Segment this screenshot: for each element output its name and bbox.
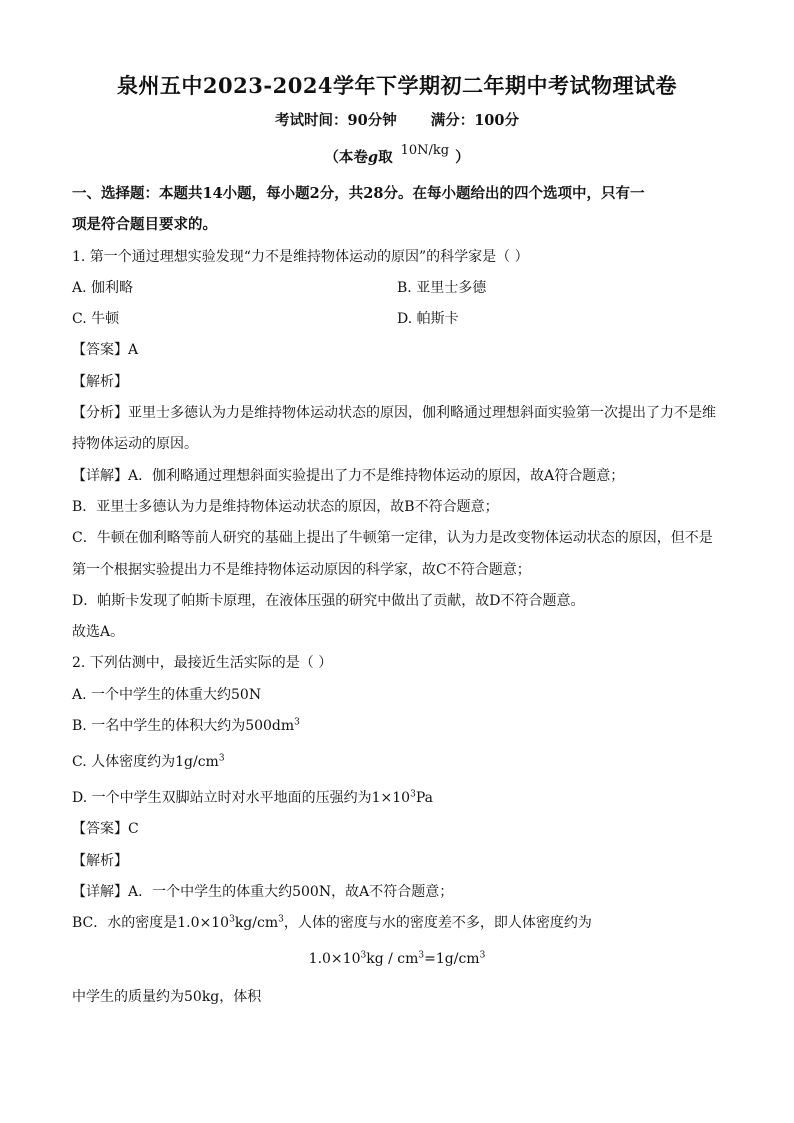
detail-text: D．帕斯卡发现了帕斯卡原理，在液体压强的研究中做出了贡献，故D不符合题意。 xyxy=(72,592,585,609)
detail-text: 第一个根据实验提出力不是维持物体运动原因的科学家，故C不符合题意； xyxy=(72,561,531,578)
option-c: C. 人体密度约为$1g/cm^3$ xyxy=(72,753,225,771)
mass-text: 中学生的质量约为50kg，体积 xyxy=(72,988,262,1005)
analysis-text: 持物体运动的原因。 xyxy=(72,436,198,453)
question-1-options-cd xyxy=(72,308,722,339)
analysis-text: 【分析】亚里士多德认为力是维持物体运动状态的原因，伽利略通过理想斜面实验第一次提出了力不是维 xyxy=(72,405,716,422)
question-1-stem: 1. 第一个通过理想实验发现“力不是维持物体运动的原因”的科学家是（ ） xyxy=(72,248,529,265)
full-score: 满分：100分 xyxy=(430,112,519,129)
option-d: D. 帕斯卡 xyxy=(397,311,459,328)
answer-label: 【答案】C xyxy=(72,821,139,838)
option-b: B. 一名中学生的体积大约为$500dm^3$ xyxy=(72,717,300,735)
exam-title: 泉州五中2023-2024学年下学期初二年期中考试物理试卷 xyxy=(116,73,678,98)
exam-info xyxy=(0,109,794,130)
answer-label: 【答案】A xyxy=(72,342,139,359)
section-heading-cont: 项是符合题目要求的。 xyxy=(72,216,217,234)
analysis-label: 【解析】 xyxy=(72,373,128,390)
detail-text: B．亚里士多德认为力是维持物体运动状态的原因，故B不符合题意； xyxy=(72,498,499,515)
detail-text: BC．水的密度是$1.0\times 10^3kg/cm^3$，人体的密度与水的密度差不多，即人体密度约为 xyxy=(72,914,592,932)
density-equation: $1.0\times 10^3kg / cm^3=1g/cm^3$ xyxy=(308,949,486,967)
question-1-options-ab xyxy=(72,277,722,308)
option-d: D. 一个中学生双脚站立时对水平地面的压强约为$1\times 10^3Pa$ xyxy=(72,789,433,807)
exam-content xyxy=(72,183,722,1017)
conclusion-text: 故选A。 xyxy=(72,624,125,641)
option-a: A. 一个中学生的体重大约50N xyxy=(72,686,262,703)
detail-text: 【详解】A．一个中学生的体重大约500N，故A不符合题意； xyxy=(72,883,454,900)
gravity-note: （本卷g取 10N/kg ） xyxy=(324,143,470,166)
option-c: C. 牛顿 xyxy=(72,311,120,328)
detail-text: C．牛顿在伽利略等前人研究的基础上提出了牛顿第一定律，认为力是改变物体运动状态的原因，但不是 xyxy=(72,530,713,547)
question-2-stem: 2. 下列估测中，最接近生活实际的是（ ） xyxy=(72,655,333,672)
option-b: B. 亚里士多德 xyxy=(397,279,487,296)
analysis-label: 【解析】 xyxy=(72,852,128,869)
option-a: A. 伽利略 xyxy=(72,279,134,296)
section-heading: 一、选择题：本题共14小题，每小题2分，共28分。在每小题给出的四个选项中，只有一 xyxy=(72,185,645,202)
detail-text: 【详解】A．伽利略通过理想斜面实验提出了力不是维持物体运动的原因，故A符合题意； xyxy=(72,467,625,484)
exam-time: 考试时间：90分钟 xyxy=(275,112,397,129)
